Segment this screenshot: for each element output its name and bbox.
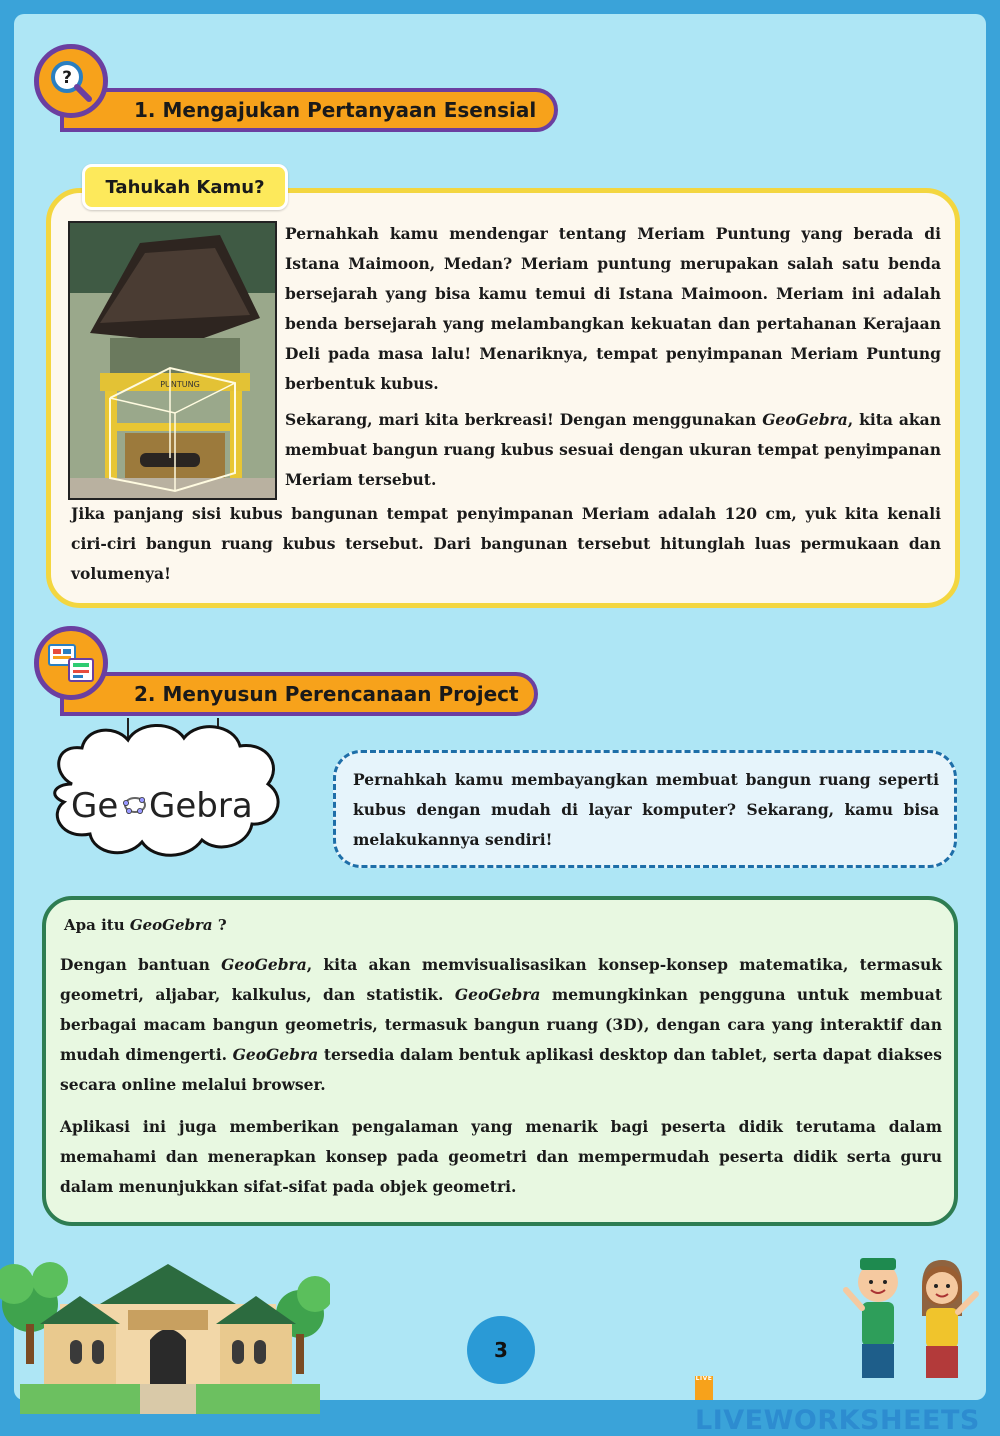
magnifier-question-icon: [34, 44, 108, 118]
children-illustration: [838, 1246, 988, 1386]
project-planning-icon: [34, 626, 108, 700]
info-box-meriam: [46, 188, 960, 608]
callout-text: Pernahkah kamu membayangkan membuat bangun ruang seperti kubus dengan mudah di layar komputer? Sekarang, kamu bisa melakukannya sendiri!: [353, 770, 939, 849]
section2-title: 2. Menyusun Perencanaan Project: [134, 682, 519, 706]
section1-title-banner: [60, 88, 558, 132]
section1-title: 1. Mengajukan Pertanyaan Esensial: [134, 98, 537, 122]
meriam-puntung-photo: [68, 221, 277, 500]
paragraph-geogebra-benefit: Aplikasi ini juga memberikan pengalaman yang menarik bagi peserta didik terutama dalam memahami dan menerapkan konsep pada geometri dan mempermudah peserta didik serta guru dalam menunjukkan sifat-sifat pada objek geometri.: [60, 1117, 942, 1196]
svg-text:?: ?: [62, 68, 72, 88]
page-number: 3: [467, 1316, 535, 1384]
section2-title-banner: [60, 672, 538, 716]
paragraph-soal-kubus: Jika panjang sisi kubus bangunan tempat penyimpanan Meriam adalah 120 cm, yuk kita kenali ciri-ciri bangun ruang kubus tersebut. Dari bangunan tersebut hitunglah luas permukaan dan volumenya!: [71, 504, 941, 583]
istana-maimoon-illustration: [0, 1244, 330, 1414]
paragraph-meriam-intro: Pernahkah kamu mendengar tentang Meriam Puntung yang berada di Istana Maimoon, Medan? Meriam puntung merupakan salah satu benda bersejarah yang bisa kamu temui di Istana Maimoon. Meriam ini adalah benda bersejarah yang melambangkan kekuatan dan pertahanan Kerajaan Deli pada masa lalu! Menariknya, tempat penyimpanan Meriam Puntung berbentuk kubus.: [285, 224, 941, 393]
photo-sign-text: PUNTUNG: [160, 380, 200, 389]
apa-itu-geogebra-heading: Apa itu GeoGebra ?: [64, 916, 227, 934]
geogebra-logo-cloud: [42, 714, 288, 866]
apa-itu-geogebra-box: [42, 896, 958, 1226]
paragraph-berkreasi: Sekarang, mari kita berkreasi! Dengan menggunakan GeoGebra, kita akan membuat bangun ruang kubus sesuai dengan ukuran tempat penyimpanan Meriam tersebut.: [285, 410, 941, 489]
tahukah-kamu-tab: Tahukah Kamu?: [82, 164, 288, 210]
liveworksheets-logo-icon: LIVE: [695, 1376, 713, 1400]
paragraph-geogebra-desc: Dengan bantuan GeoGebra, kita akan memvisualisasikan konsep-konsep matematika, termasuk geometri, aljabar, kalkulus, dan statistik. GeoGebra memungkinkan pengguna untuk membuat berbagai macam bangun geometris, termasuk bangun ruang (3D), dengan cara yang interaktif dan mudah dimengerti. GeoGebra tersedia dalam bentuk aplikasi desktop dan tablet, serta dapat diakses secara online melalui browser.: [60, 955, 942, 1094]
geogebra-logo-text-ge: Ge: [71, 786, 119, 826]
liveworksheets-watermark: LIVELIVEWORKSHEETS: [695, 1375, 980, 1436]
geogebra-logo-text-gebra: Gebra: [149, 786, 253, 826]
callout-box: [333, 750, 957, 868]
